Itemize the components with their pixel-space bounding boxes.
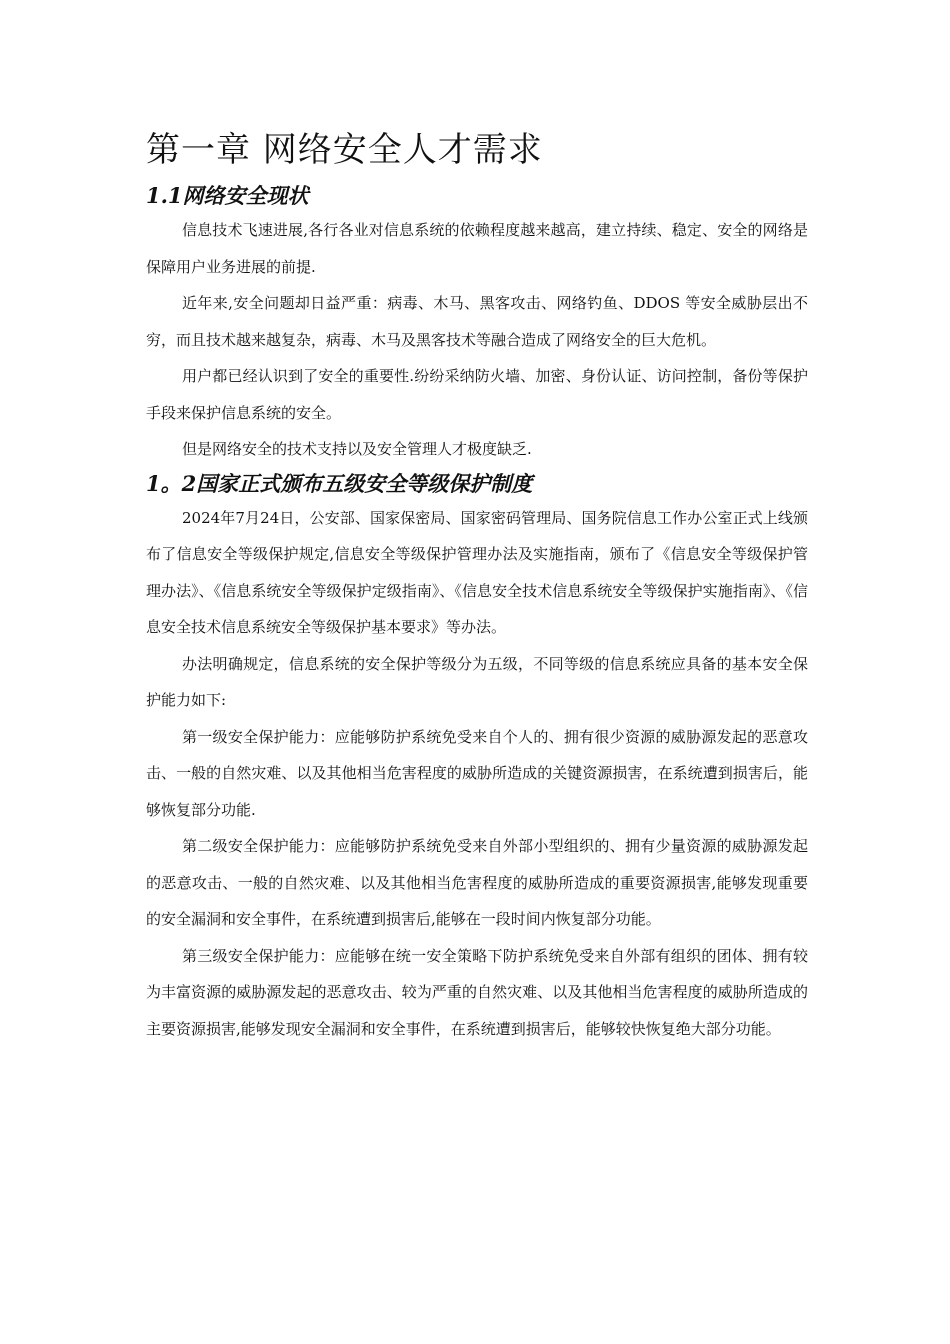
paragraph: 用户都已经认识到了安全的重要性.纷纷采纳防火墙、加密、身份认证、访问控制，备份等保护手段来保护信息系统的安全。 (146, 367, 808, 422)
paragraph: 办法明确规定，信息系统的安全保护等级分为五级，不同等级的信息系统应具备的基本安全保护能力如下: (146, 654, 808, 709)
section-protection-levels (146, 468, 808, 1048)
paragraph: 近年来,安全问题却日益严重：病毒、木马、黑客攻击、网络钓鱼、DDOS 等安全威胁层出不穷，而且技术越来越复杂，病毒、木马及黑客技术等融合造成了网络安全的巨大危机。 (146, 294, 808, 349)
paragraph: 第二级安全保护能力：应能够防护系统免受来自外部小型组织的、拥有少量资源的威胁源发起的恶意攻击、一般的自然灾难、以及其他相当危害程度的威胁所造成的重要资源损害,能够发现重要的安全漏洞和安全事件，在系统遭到损害后,能够在一段时间内恢复部分功能。 (146, 837, 808, 928)
chapter-title: 第一章 网络安全人才需求 (146, 130, 543, 170)
section-network-security-status (146, 180, 808, 468)
section-title: 1.1网络安全现状 (146, 183, 309, 208)
paragraph: 2024年7月24日，公安部、国家保密局、国家密码管理局、国务院信息工作办公室正式上线颁布了信息安全等级保护规定,信息安全等级保护管理办法及实施指南，颁布了《信息安全等级保护管理办法》、《信息系统安全等级保护定级指南》、《信息安全技术信息系统安全等级保护实施指南》、《信息安全技术信息系统安全等级保护基本要求》等办法。 (146, 508, 808, 636)
document-page (146, 126, 808, 1047)
paragraph: 但是网络安全的技术支持以及安全管理人才极度缺乏. (182, 440, 532, 458)
section-title: 1。2国家正式颁布五级安全等级保护制度 (146, 470, 533, 496)
paragraph: 第一级安全保护能力：应能够防护系统免受来自个人的、拥有很少资源的威胁源发起的恶意攻击、一般的自然灾难、以及其他相当危害程度的威胁所造成的关键资源损害，在系统遭到损害后，能够恢复部分功能. (146, 727, 808, 819)
paragraph: 信息技术飞速进展,各行各业对信息系统的依赖程度越来越高，建立持续、稳定、安全的网络是保障用户业务进展的前提. (146, 221, 808, 276)
paragraph: 第三级安全保护能力：应能够在统一安全策略下防护系统免受来自外部有组织的团体、拥有较为丰富资源的威胁源发起的恶意攻击、较为严重的自然灾难、以及其他相当危害程度的威胁所造成的主要资源损害,能够发现安全漏洞和安全事件，在系统遭到损害后，能够较快恢复绝大部分功能。 (146, 946, 808, 1038)
